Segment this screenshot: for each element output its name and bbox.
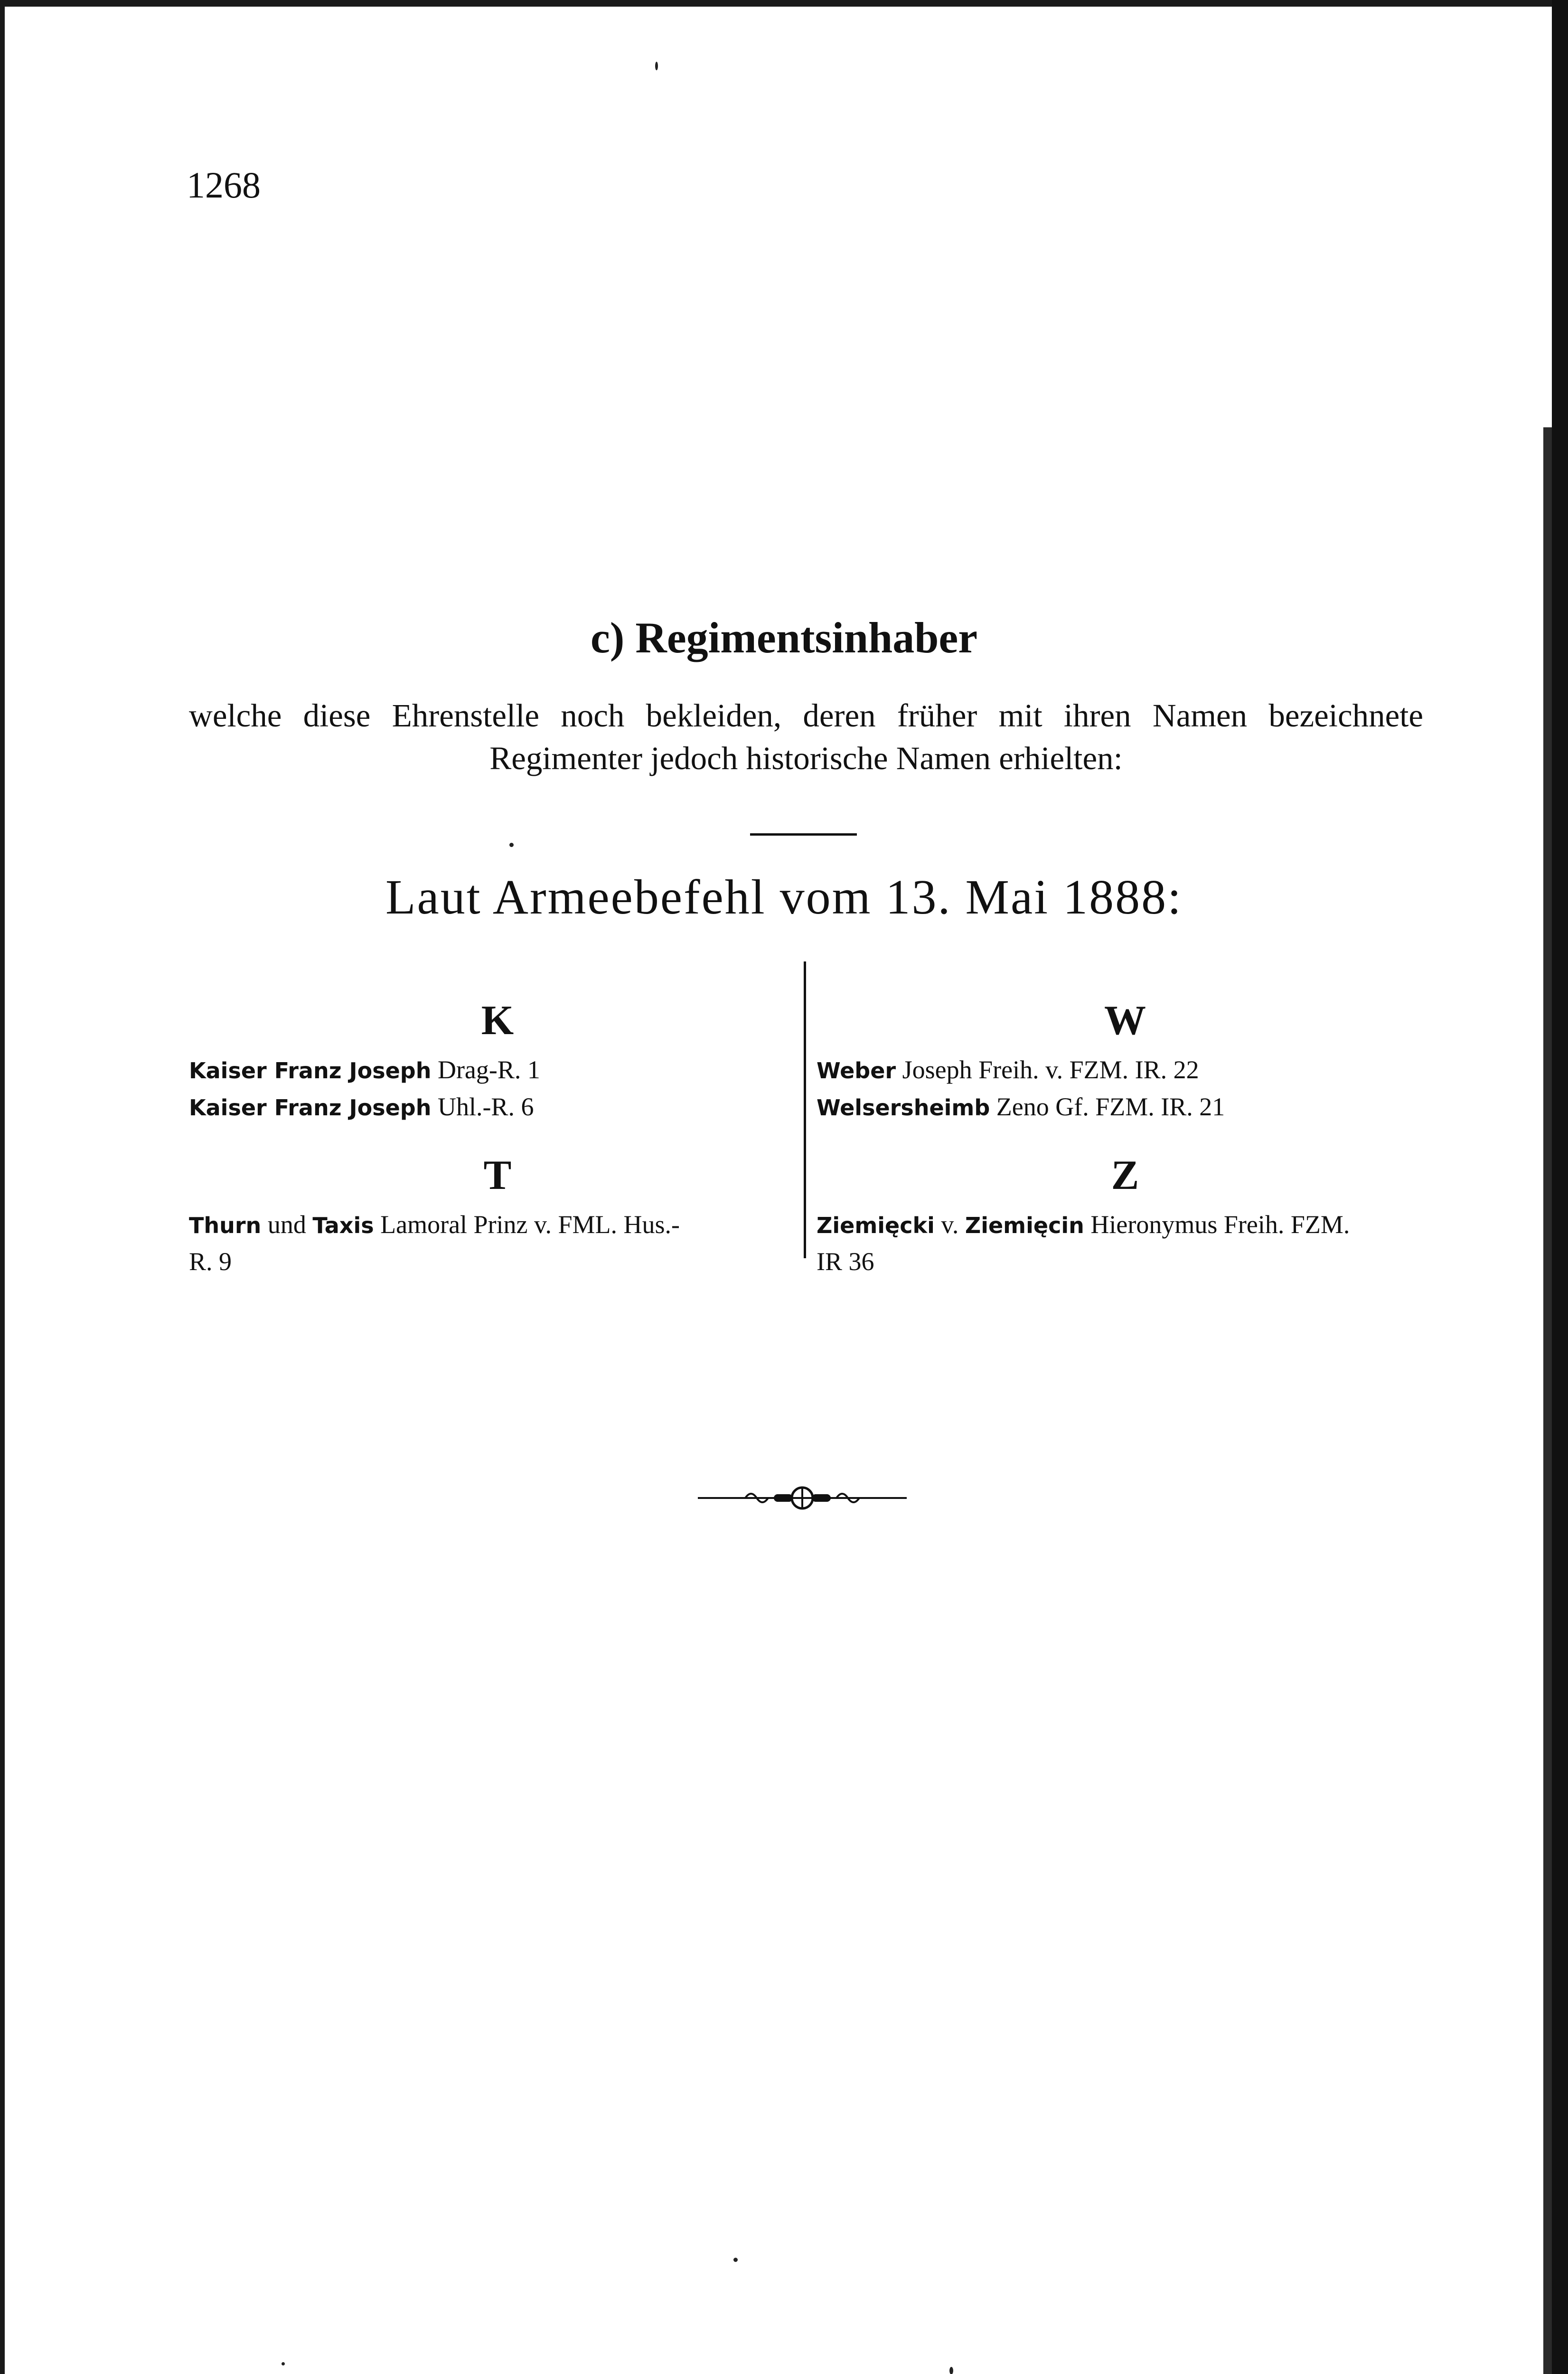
list-item	[817, 1206, 1434, 1244]
divider-rule	[750, 833, 857, 836]
regiment-holder-name: Thurn	[189, 1213, 262, 1238]
letter-heading-t: T	[483, 1152, 512, 1198]
ornamental-divider-icon	[698, 1484, 907, 1512]
scan-speck	[733, 2258, 738, 2262]
letter-heading-k: K	[481, 998, 514, 1044]
scan-border-left	[0, 0, 5, 2374]
regiment-holder-name-2: Ziemięcin	[965, 1213, 1084, 1238]
letter-heading-z: Z	[1111, 1152, 1139, 1198]
regiment-holder-name: Ziemięcki	[817, 1213, 935, 1238]
regiment-holder-name-2: Taxis	[312, 1213, 374, 1238]
scan-speck	[949, 2367, 953, 2374]
regiment-holder-name: Kaiser Franz Joseph	[189, 1058, 432, 1083]
right-column	[817, 990, 1434, 1280]
regiment-info: Lamoral Prinz v. FML. Hus.-	[380, 1210, 680, 1239]
regiment-info: Zeno Gf. FZM. IR. 21	[996, 1093, 1225, 1121]
list-item	[817, 1089, 1434, 1126]
list-item	[189, 1052, 806, 1089]
scan-border-right	[1552, 0, 1568, 2374]
regiment-holder-name: Kaiser Franz Joseph	[189, 1095, 432, 1121]
scan-speck	[509, 843, 514, 847]
page-number: 1268	[187, 164, 261, 206]
list-item-continuation: IR 36	[817, 1247, 874, 1276]
name-connector: und	[267, 1210, 306, 1239]
intro-paragraph: welche diese Ehrenstelle noch bekleiden, deren früher mit ihren Namen bezeichnete Regimenter jedoch historische Namen erhielten:	[189, 697, 1423, 776]
scan-speck	[655, 62, 658, 70]
regiment-info: Drag-R. 1	[437, 1055, 540, 1084]
regiment-info: Joseph Freih. v. FZM. IR. 22	[902, 1055, 1199, 1084]
scan-border-top	[0, 0, 1568, 7]
list-item	[189, 1089, 806, 1126]
letter-heading-w: W	[1104, 998, 1146, 1044]
regiment-holder-name: Welsersheimb	[817, 1095, 990, 1121]
list-item-continuation: R. 9	[189, 1247, 232, 1276]
left-column	[189, 990, 806, 1280]
regiment-info: Uhl.-R. 6	[437, 1093, 534, 1121]
list-item	[817, 1052, 1434, 1089]
list-item	[189, 1206, 806, 1244]
scan-border-right-shadow	[1543, 427, 1552, 2374]
scan-speck	[282, 2362, 285, 2365]
section-title: c) Regimentsinhaber	[590, 613, 978, 662]
regiment-info: Hieronymus Freih. FZM.	[1090, 1210, 1350, 1239]
name-connector: v.	[941, 1210, 959, 1239]
regiment-holder-name: Weber	[817, 1058, 896, 1083]
order-heading: Laut Armeebefehl vom 13. Mai 1888:	[385, 870, 1183, 924]
